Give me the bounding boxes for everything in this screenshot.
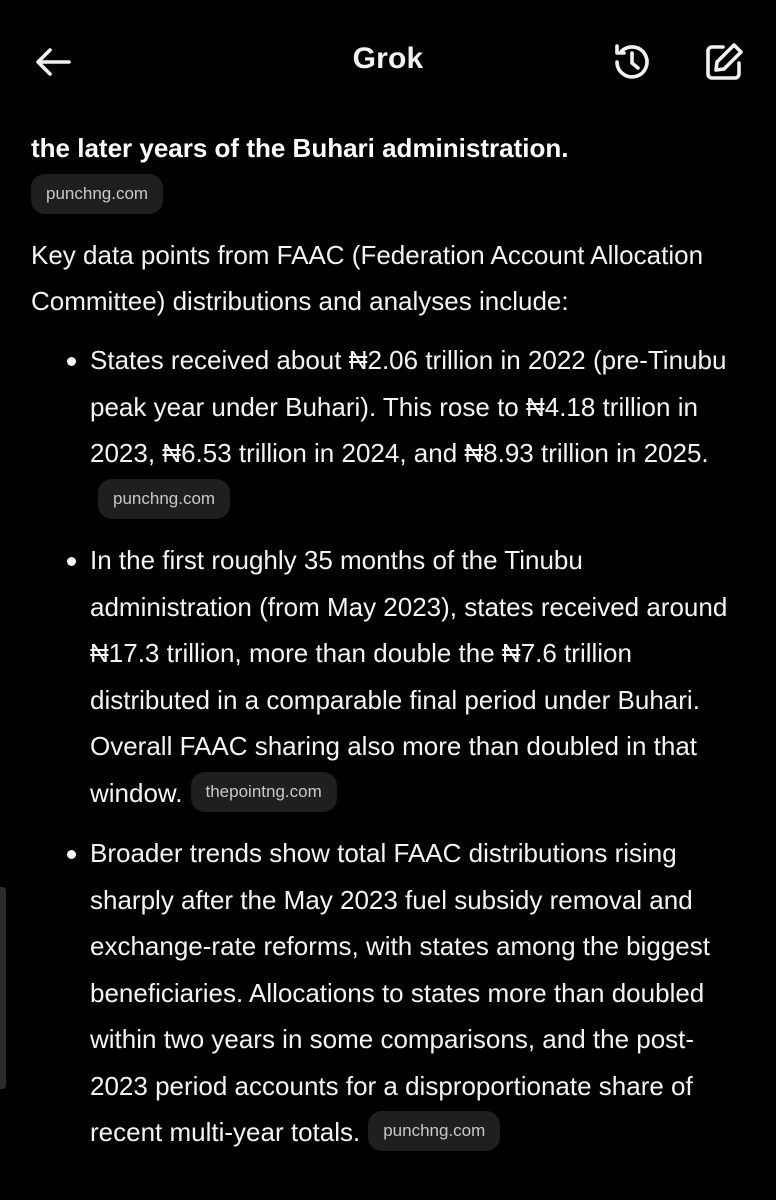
scroll-handle[interactable] <box>0 887 6 1089</box>
bullet-dot <box>67 557 76 566</box>
source-chip[interactable]: punchng.com <box>31 174 163 214</box>
intro-heading: the later years of the Buhari administration. <box>31 133 569 163</box>
bullet-dot <box>67 850 76 859</box>
page-title: Grok <box>352 42 424 75</box>
list-item-text: In the first roughly 35 months of the Tinubu administration (from May 2023), states received around ₦17.3 trillion, more than double the ₦7.6 trillion distributed in a comparable final period under Buhari. Overall FAAC sharing also more than doubled in that window. <box>90 545 728 808</box>
edit-icon <box>703 41 745 83</box>
list-item <box>31 830 751 1156</box>
new-chat-button[interactable] <box>700 38 748 86</box>
list-item-text: Broader trends show total FAAC distributions rising sharply after the May 2023 fuel subsidy removal and exchange-rate reforms, with states among the biggest beneficiaries. Allocations to states more than doubled within two years in some comparisons, and the post-2023 period accounts for a disproportionate share of recent multi-year totals. <box>90 838 710 1147</box>
chat-message <box>31 122 751 1170</box>
top-bar <box>0 0 776 122</box>
source-chip[interactable]: punchng.com <box>98 479 230 519</box>
list-item-text: States received about ₦2.06 trillion in 2022 (pre-Tinubu peak year under Buhari). This rose to ₦4.18 trillion in 2023, ₦6.53 trillion in 2024, and ₦8.93 trillion in 2025. <box>90 345 727 468</box>
source-chip[interactable]: thepointng.com <box>191 772 337 812</box>
list-item <box>31 337 751 523</box>
list-item <box>31 537 751 816</box>
intro-paragraph: Key data points from FAAC (Federation Account Allocation Committee) distributions and analyses include: <box>31 240 704 316</box>
bullet-dot <box>67 357 76 366</box>
source-row <box>31 174 751 220</box>
source-chip[interactable]: punchng.com <box>368 1111 500 1151</box>
history-icon <box>611 41 653 83</box>
history-button[interactable] <box>608 38 656 86</box>
bullet-list <box>31 337 751 1156</box>
